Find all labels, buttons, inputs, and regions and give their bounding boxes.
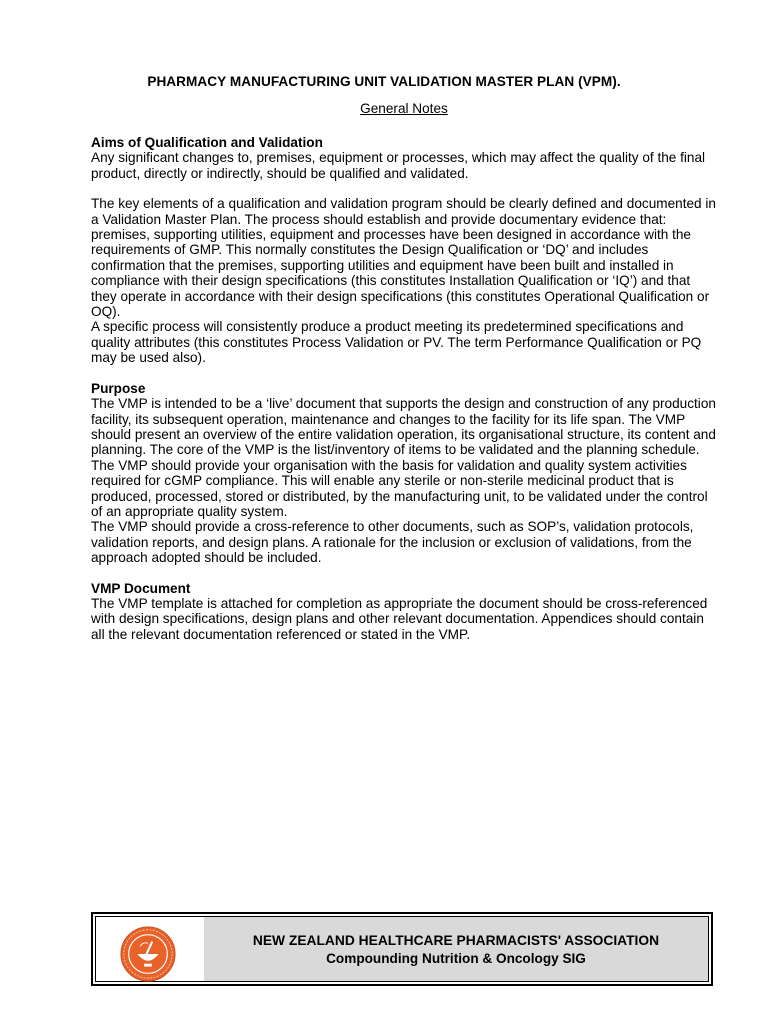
section-heading: VMP Document [91, 580, 191, 596]
section-heading: Aims of Qualification and Validation [91, 135, 323, 150]
paragraph: The key elements of a qualification and validation program should be clearly defined and documented in a Validation Master Plan. The process should establish and provide documentary evidence that: premises, supporting utilities, equipment and processes have been designed in accordance with the requirements of GMP. This normally constitutes the Design Qualification or ‘DQ’ and includes confirmation that the premises, supporting utilities and equipment have been built and installed in compliance with their design specifications (this constitutes Installation Qualification or ‘IQ’) and that they operate in accordance with their design specifications (this constitutes Operational Qualification or OQ). [91, 196, 716, 320]
paragraph: The VMP should provide your organisation with the basis for validation and quality system activities required for cGMP compliance. This will enable any sterile or non-sterile medicinal product that is produced, processed, stored or distributed, by the manufacturing unit, to be validated under the control of an appropriate quality system. [91, 457, 708, 519]
footer-banner [91, 912, 713, 986]
paragraph: The VMP template is attached for completion as appropriate the document should be cross-referenced with design specifications, design plans and other relevant documentation. Appendices should contain all the relevant documentation referenced or stated in the VMP. [91, 595, 708, 642]
paragraph: A specific process will consistently produce a product meeting its predetermined specifications and quality attributes (this constitutes Process Validation or PV. The term Performance Qualification or PQ may be used also). [91, 319, 702, 366]
association-seal-logo-icon [119, 925, 177, 983]
paragraph: The VMP should provide a cross-reference to other documents, such as SOP’s, validation protocols, validation reports, and design plans. A rationale for the inclusion or exclusion of validations, from the approach adopted should be included. [91, 519, 694, 566]
footer-logo-cell [96, 917, 204, 981]
paragraph: The VMP is intended to be a ‘live’ document that supports the design and construction of any production facility, its subsequent operation, maintenance and changes to the facility for its life span. The VMP should present an overview of the entire validation operation, its organisational structure, its content and planning. The core of the VMP is the list/inventory of items to be validated and the planning schedule. [91, 396, 716, 458]
document-body [91, 135, 719, 642]
footer-organisation-name: NEW ZEALAND HEALTHCARE PHARMACISTS' ASSOCIATION [252, 932, 660, 948]
section-aims [91, 135, 719, 366]
section-heading: Purpose [91, 380, 146, 396]
footer-group-name: Compounding Nutrition & Oncology SIG [326, 950, 586, 966]
section-vmp-document [91, 581, 719, 643]
document-title: PHARMACY MANUFACTURING UNIT VALIDATION MASTER PLAN (VPM). [147, 74, 621, 89]
section-purpose [91, 381, 719, 566]
footer-inner-frame [95, 916, 709, 982]
paragraph: Any significant changes to, premises, equipment or processes, which may affect the quality of the final product, directly or indirectly, should be qualified and validated. [91, 150, 706, 181]
document-subtitle: General Notes [360, 101, 448, 116]
footer-text-cell [204, 917, 708, 981]
